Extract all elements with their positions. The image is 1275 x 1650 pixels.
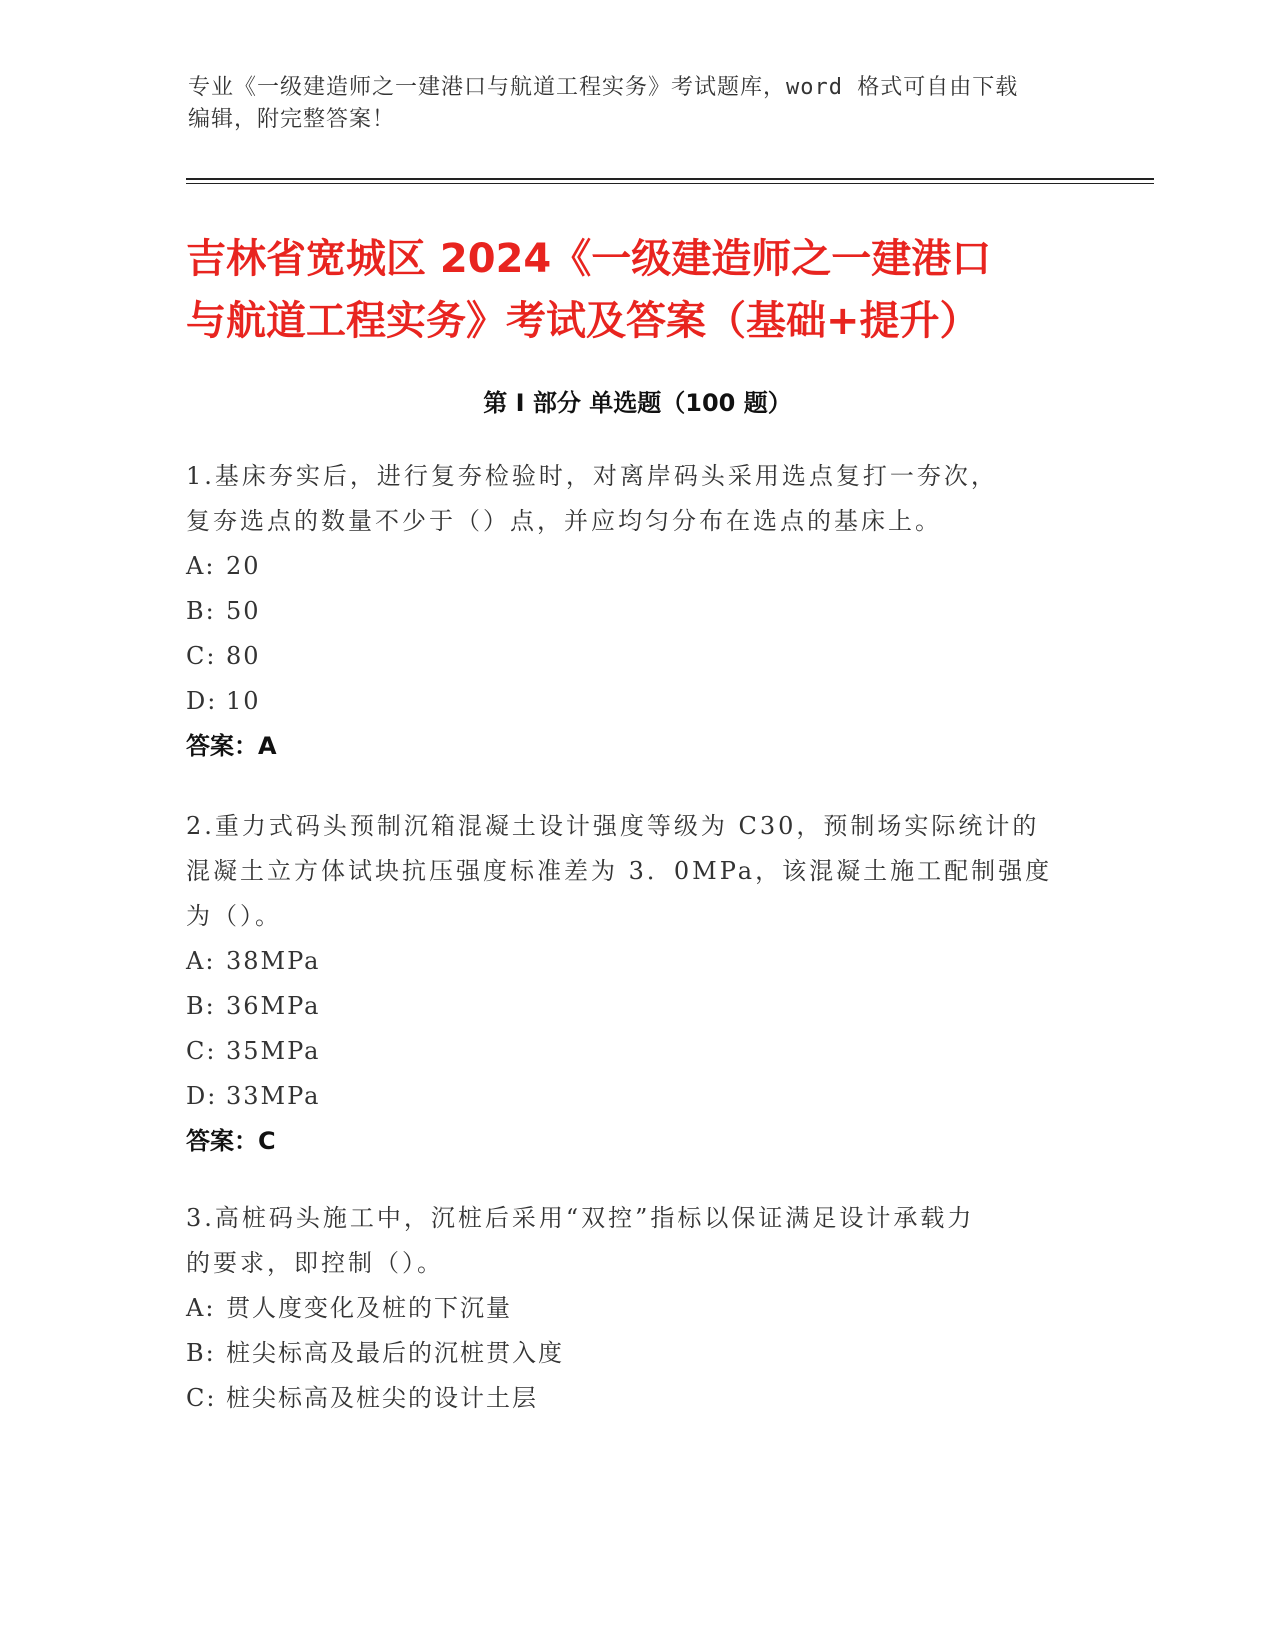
option-letter: B: — [186, 1339, 216, 1367]
option-a — [186, 1286, 1086, 1331]
question-stem-line: 复夯选点的数量不少于（）点，并应均匀分布在选点的基床上。 — [186, 507, 942, 535]
option-c — [186, 1376, 1086, 1421]
option-a — [186, 939, 1086, 984]
option-d — [186, 1074, 1086, 1119]
document-title-line1: 吉林省宽城区 2024《一级建造师之一建港口 — [186, 236, 992, 282]
option-text: 80 — [226, 642, 261, 670]
option-text: 桩尖标高及桩尖的设计土层 — [226, 1384, 538, 1412]
option-text: 38MPa — [226, 947, 321, 975]
option-letter: D: — [186, 1082, 218, 1110]
header-rule-thin — [186, 183, 1154, 184]
answer-label: 答案：A — [186, 732, 277, 760]
option-text: 桩尖标高及最后的沉桩贯入度 — [226, 1339, 564, 1367]
option-text: 10 — [226, 687, 261, 715]
option-b — [186, 1331, 1086, 1376]
question-stem-line: 1.基床夯实后，进行复夯检验时，对离岸码头采用选点复打一夯次， — [186, 462, 998, 490]
option-b — [186, 589, 1086, 634]
header-note-line1: 专业《一级建造师之一建港口与航道工程实务》考试题库，word 格式可自由下载 — [188, 75, 1019, 100]
question-stem-line: 的要求，即控制（）。 — [186, 1249, 444, 1277]
option-letter: B: — [186, 992, 216, 1020]
option-letter: A: — [186, 552, 216, 580]
option-a — [186, 544, 1086, 589]
question-2 — [186, 804, 1086, 1164]
question-stem-line: 为（）。 — [186, 902, 282, 930]
option-d — [186, 679, 1086, 724]
option-text: 33MPa — [226, 1082, 321, 1110]
question-3 — [186, 1196, 1086, 1421]
option-text: 35MPa — [226, 1037, 321, 1065]
option-letter: B: — [186, 597, 216, 625]
answer-label: 答案：C — [186, 1127, 276, 1155]
document-title-line2: 与航道工程实务》考试及答案（基础+提升） — [186, 298, 980, 344]
option-c — [186, 1029, 1086, 1074]
option-letter: A: — [186, 1294, 216, 1322]
question-stem-line: 混凝土立方体试块抗压强度标准差为 3．0MPa，该混凝土施工配制强度 — [186, 857, 1053, 885]
option-letter: C: — [186, 1384, 217, 1412]
option-text: 20 — [226, 552, 261, 580]
question-1 — [186, 454, 1086, 769]
option-letter: C: — [186, 642, 217, 670]
question-stem-line: 2.重力式码头预制沉箱混凝土设计强度等级为 C30，预制场实际统计的 — [186, 812, 1040, 840]
header-note-line2: 编辑，附完整答案！ — [188, 107, 396, 132]
header-note — [188, 72, 1088, 136]
question-stem-line: 3.高桩码头施工中，沉桩后采用“双控”指标以保证满足设计承载力 — [186, 1204, 975, 1232]
section-title: 第 I 部分 单选题（100 题） — [483, 389, 792, 417]
option-b — [186, 984, 1086, 1029]
option-letter: A: — [186, 947, 216, 975]
option-text: 贯人度变化及桩的下沉量 — [226, 1294, 512, 1322]
document-title — [186, 228, 1086, 352]
header-rule-thick — [186, 178, 1154, 180]
option-letter: D: — [186, 687, 218, 715]
option-text: 50 — [226, 597, 261, 625]
option-c — [186, 634, 1086, 679]
option-text: 36MPa — [226, 992, 321, 1020]
option-letter: C: — [186, 1037, 217, 1065]
